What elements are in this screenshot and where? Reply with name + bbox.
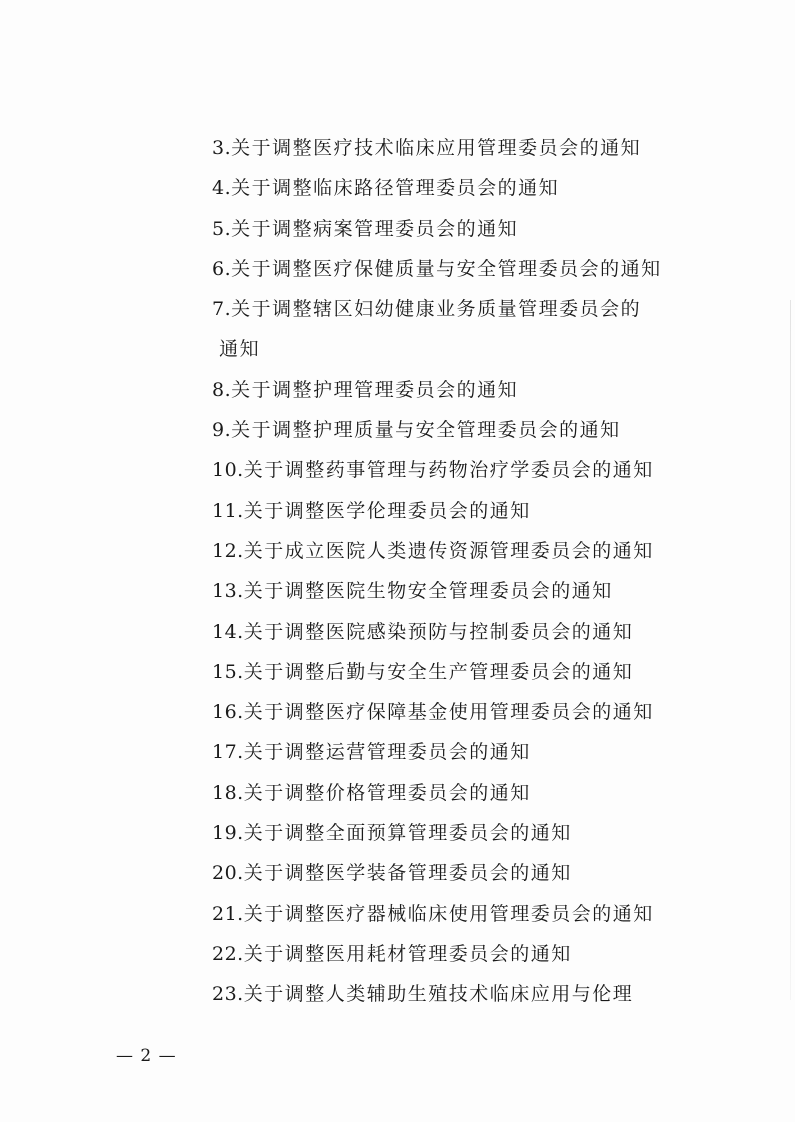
item-text: 关于调整医院感染预防与控制委员会的通知 [243,620,634,643]
item-number: 21. [212,902,244,925]
item-text: 关于调整价格管理委员会的通知 [243,781,531,804]
list-item [212,934,692,974]
item-text: 关于调整病案管理委员会的通知 [231,217,519,240]
list-item [212,209,692,249]
list-item [212,652,692,692]
list-item [212,531,692,571]
item-text: 关于调整医学伦理委员会的通知 [243,499,531,522]
item-number: 19. [212,822,244,845]
item-number: 18. [212,781,244,804]
item-text: 关于调整运营管理委员会的通知 [243,741,531,764]
item-number: 9. [212,419,232,442]
item-text: 关于成立医院人类遗传资源管理委员会的通知 [243,539,654,562]
list-item [212,732,692,772]
item-text: 关于调整医疗保健质量与安全管理委员会的通知 [231,257,662,280]
list-item [212,168,692,208]
item-number: 20. [212,862,244,885]
item-number: 4. [212,177,232,200]
item-text: 关于调整护理管理委员会的通知 [231,378,519,401]
item-text: 关于调整全面预算管理委员会的通知 [243,822,572,845]
item-number: 8. [212,378,232,401]
scan-edge-artifact [790,300,791,1000]
item-number: 5. [212,217,232,240]
item-text: 关于调整医学装备管理委员会的通知 [243,862,572,885]
item-text: 关于调整医疗保障基金使用管理委员会的通知 [243,701,654,724]
item-text: 关于调整医院生物安全管理委员会的通知 [243,580,613,603]
list-item [212,813,692,853]
list-item [212,410,692,450]
item-text-wrapped [219,289,692,370]
item-number: 15. [212,660,244,683]
item-number: 14. [212,620,244,643]
item-number: 13. [212,580,244,603]
list-item [212,128,692,168]
item-number: 7. [212,298,232,321]
item-text: 关于调整人类辅助生殖技术临床应用与伦理 [243,983,634,1006]
item-number: 23. [212,983,244,1006]
item-text: 关于调整护理质量与安全管理委员会的通知 [231,419,621,442]
item-text: 关于调整医疗器械临床使用管理委员会的通知 [243,902,654,925]
item-text: 关于调整医疗技术临床应用管理委员会的通知 [231,137,642,159]
list-item [212,571,692,611]
list-item [212,894,692,934]
item-number: 10. [212,459,244,482]
list-item [212,692,692,732]
item-text: 关于调整临床路径管理委员会的通知 [231,177,560,200]
item-number: 6. [212,257,232,280]
item-text: 关于调整后勤与安全生产管理委员会的通知 [243,660,634,683]
list-item [212,773,692,813]
list-item [212,853,692,893]
page-number: — 2 — [116,1046,177,1066]
item-number: 3. [212,137,232,159]
notice-list [212,128,692,1015]
list-item [212,249,692,289]
item-number: 17. [212,741,244,764]
item-text-line-1: 关于调整辖区妇幼健康业务质量管理委员会的 [231,298,642,321]
list-item [212,370,692,410]
list-item [212,612,692,652]
item-number: 16. [212,701,244,724]
item-text: 关于调整医用耗材管理委员会的通知 [243,942,572,965]
item-number: 22. [212,942,244,965]
item-text: 关于调整药事管理与药物治疗学委员会的通知 [243,459,654,482]
item-text-line-2: 通知 [219,338,261,361]
item-number: 11. [212,499,244,522]
list-item [212,450,692,490]
list-item [212,974,692,1014]
list-item [212,289,692,370]
item-number: 12. [212,539,244,562]
list-item [212,491,692,531]
